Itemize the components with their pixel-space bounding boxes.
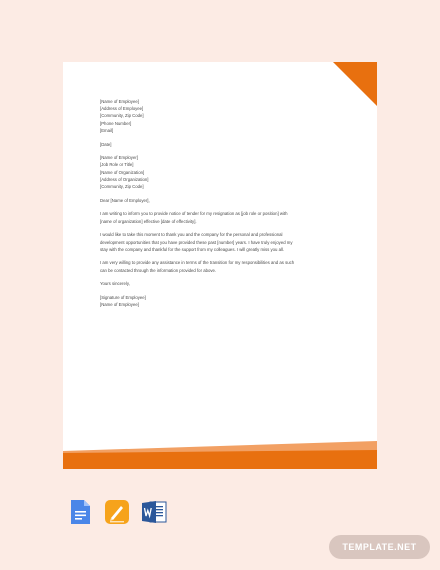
paragraph-resignation-notice xyxy=(100,210,345,224)
paragraph-line: development opportunities that you have provided these past [number] years. I have truly enjoyed my xyxy=(100,239,293,245)
date-line xyxy=(100,141,345,148)
brand-badge[interactable] xyxy=(329,535,430,559)
paragraph-line: stay with the company and thankful for the support from my colleagues. I will greatly miss you all. xyxy=(100,246,285,252)
format-icons xyxy=(67,499,167,525)
employee-address-block xyxy=(100,98,345,134)
employee-address: [Address of Employee] xyxy=(100,106,144,112)
organization-name: [Name of Organization] xyxy=(100,169,145,175)
employee-name: [Name of Employee] xyxy=(100,99,139,104)
paragraph-line: I am writing to inform you to provide notice of tender for my resignation as [job role or position] with xyxy=(100,211,288,217)
letter-date: [Date] xyxy=(100,141,112,147)
employee-email: [Email] xyxy=(100,127,114,133)
paragraph-line: [name of organization] effective [date of effectivity]. xyxy=(100,218,197,224)
employer-name: [Name of Employer] xyxy=(100,155,138,161)
letter-page xyxy=(63,62,377,469)
signature-block xyxy=(100,294,345,308)
paragraph-line: I would like to take this moment to thank you and the company for the personal and professional xyxy=(100,232,283,238)
paragraph-transition xyxy=(100,259,345,273)
employer-role: [Job Role or Title] xyxy=(100,162,134,168)
organization-address: [Address of Organization] xyxy=(100,176,149,182)
closing xyxy=(100,280,345,287)
word-icon[interactable] xyxy=(141,499,167,525)
signature-name: [Name of Employee] xyxy=(100,302,139,308)
closing-text: Yours sincerely, xyxy=(100,281,130,287)
signature-line: [Signature of Employee] xyxy=(100,295,146,301)
letter-body xyxy=(100,98,345,315)
employee-community: [Community, Zip Code] xyxy=(100,113,144,119)
employer-address-block xyxy=(100,154,345,190)
footer-accent-band xyxy=(63,441,377,469)
pages-icon[interactable] xyxy=(104,499,130,525)
paragraph-line: I am very willing to provide any assistance in terms of the transition for my responsibilities and as such xyxy=(100,260,295,266)
employee-phone: [Phone Number] xyxy=(100,120,132,126)
brand-badge-text: TEMPLATE.NET xyxy=(342,542,417,552)
google-docs-icon[interactable] xyxy=(67,499,93,525)
paragraph-gratitude xyxy=(100,231,345,253)
paragraph-line: can be contacted through the information provided for above. xyxy=(100,267,217,273)
salutation-text: Dear [Name of Employer], xyxy=(100,197,150,203)
organization-community: [Community, Zip Code] xyxy=(100,184,144,190)
salutation xyxy=(100,197,345,204)
